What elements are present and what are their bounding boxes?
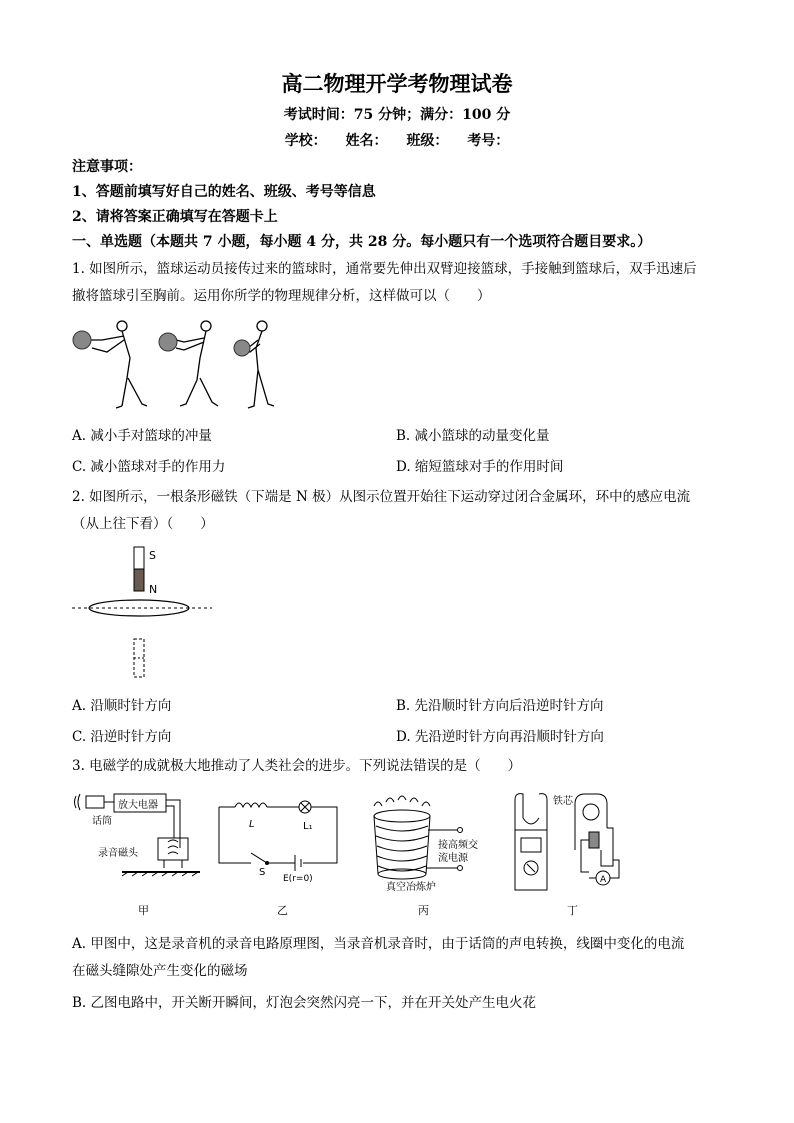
q3-option-a-line2[interactable]: 在磁头缝隙处产生变化的磁场 [72,963,248,979]
field-name: 姓名： [345,133,388,149]
section-title: 一、单选题（本题共 7 小题，每小题 4 分，共 28 分。每小题只有一个选项符合题目要求。） [72,234,652,250]
q3-stem: 3. 电磁学的成就极大地推动了人类社会的进步。下列说法错误的是（ ） [72,758,522,774]
q1-option-a[interactable]: A. 减小手对篮球的冲量 [72,428,212,444]
q2-option-c[interactable]: C. 沿逆时针方向 [72,729,172,745]
q1-option-d[interactable]: D. 缩短篮球对手的作用时间 [396,459,564,475]
q2-option-b[interactable]: B. 先沿顺时针方向后沿逆时针方向 [396,698,604,714]
svg-text:流电源: 流电源 [438,853,468,864]
q2-stem-line1: 2. 如图所示，一根条形磁铁（下端是 N 极）从图示位置开始往下运动穿过闭合金属环，环中的感应电流 [72,489,691,505]
basketball-figure [72,318,282,414]
basketball-3 [234,340,250,356]
q1-stem-line2: 撤将篮球引至胸前。运用你所学的物理规律分析，这样做可以（ ） [72,288,491,304]
field-number: 考号： [467,133,510,149]
svg-text:话筒: 话筒 [92,816,112,827]
field-class: 班级： [406,133,449,149]
caption-jia: 甲 [138,904,149,917]
label-s: S [149,549,156,562]
magnet-n-end [134,569,144,591]
q1-stem-line1: 1. 如图所示，篮球运动员接传过来的篮球时，通常要先伸出双臂迎接篮球，手接触到篮球后，双手迅速后 [72,261,697,277]
svg-text:A: A [600,875,607,885]
exam-title: 高二物理开学考物理试卷 [281,71,513,96]
label-n: N [149,583,158,596]
student-fields [0,130,794,150]
notice-item-2: 2、请将答案正确填写在答题卡上 [72,209,278,225]
q3-option-a-line1[interactable]: A. 甲图中，这是录音机的录音电路原理图，当录音机录音时，由于话筒的声电转换，线圈中变化的电流 [72,936,685,952]
q1-option-c[interactable]: C. 减小篮球对手的作用力 [72,459,226,475]
caption-bing: 丙 [418,904,429,917]
basketball-2 [159,333,177,351]
svg-text:铁芯: 铁芯 [553,796,573,807]
svg-text:放大电器: 放大电器 [118,800,158,811]
svg-text:L: L [249,819,255,830]
q2-option-d[interactable]: D. 先沿逆时针方向再沿顺时针方向 [396,729,604,745]
figure-yi-circuit [215,795,345,920]
figure-ding-clamp-meter [505,790,630,920]
svg-text:真空冶炼炉: 真空冶炼炉 [386,882,436,893]
magnet-ring-figure [72,545,217,685]
magnet-s-end [134,547,144,569]
notice-item-1: 1、答题前填写好自己的姓名、班级、考号等信息 [72,184,376,200]
caption-yi: 乙 [277,904,288,917]
caption-ding: 丁 [567,904,578,917]
figure-bing-furnace [360,790,490,920]
svg-text:接高频交: 接高频交 [438,840,478,851]
field-school: 学校： [284,133,327,149]
svg-text:S: S [259,867,266,878]
svg-text:L₁: L₁ [303,821,313,832]
svg-text:E(r=0): E(r=0) [283,874,313,884]
exam-info: 考试时间：75 分钟；满分：100 分 [283,107,511,123]
figure-jia-recording [72,790,202,920]
q2-stem-line2: （从上往下看）（ ） [72,516,214,532]
q2-option-a[interactable]: A. 沿顺时针方向 [72,698,172,714]
q1-option-b[interactable]: B. 减小篮球的动量变化量 [396,428,550,444]
notice-heading: 注意事项： [72,159,142,175]
basketball-1 [73,331,91,349]
svg-text:录音磁头: 录音磁头 [98,848,138,859]
q3-option-b[interactable]: B. 乙图电路中，开关断开瞬间，灯泡会突然闪亮一下，并在开关处产生电火花 [72,995,537,1011]
